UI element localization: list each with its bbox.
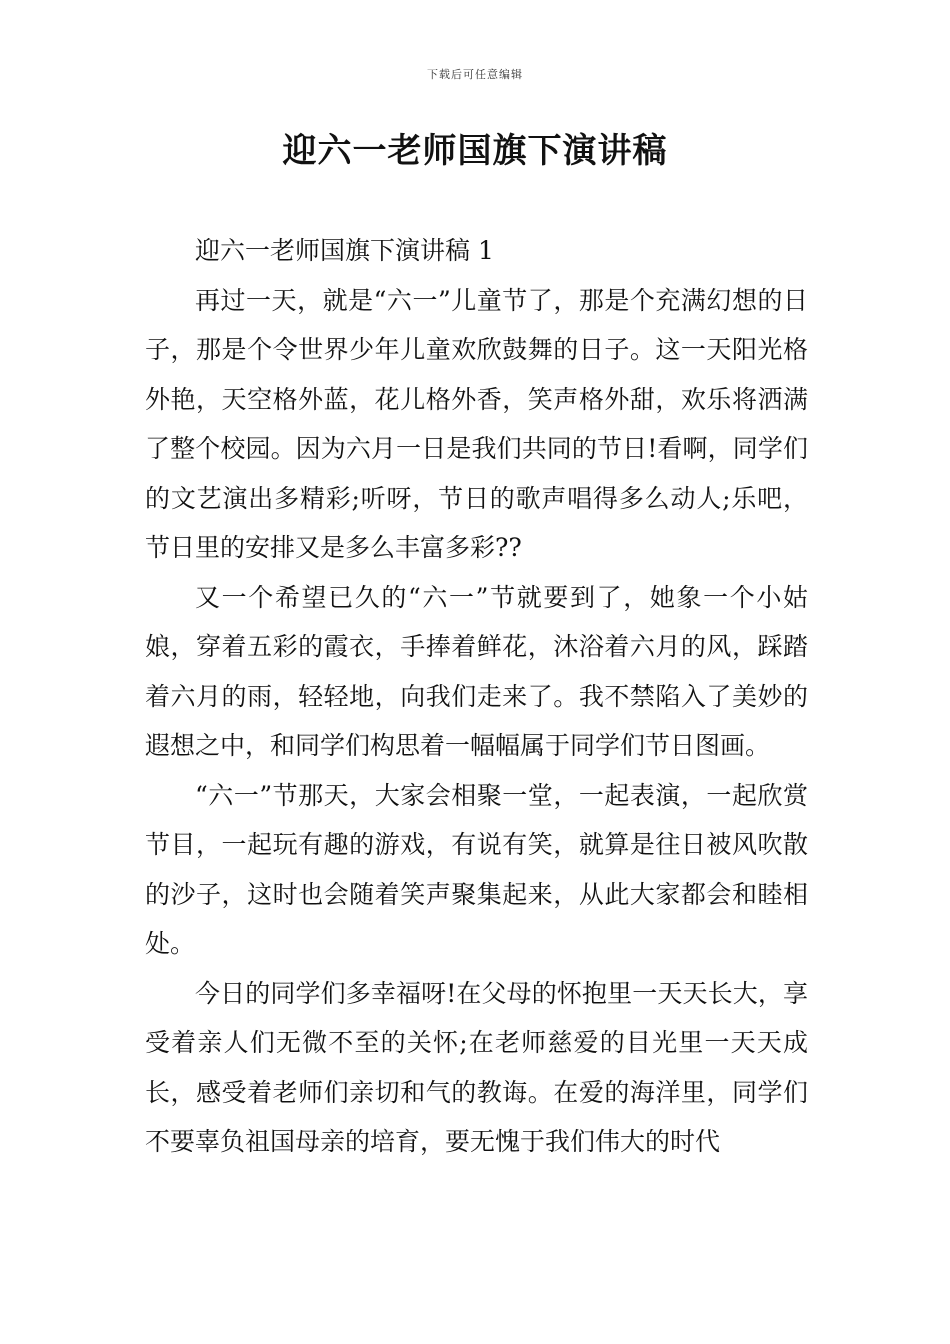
paragraph-3: “六一”节那天，大家会相聚一堂，一起表演，一起欣赏节目，一起玩有趣的游戏，有说有笑，就算是往日被风吹散的沙子，这时也会随着笑声聚集起来，从此大家都会和睦相处。	[145, 780, 808, 958]
paragraph-2: 又一个希望已久的“六一”节就要到了，她象一个小姑娘，穿着五彩的霞衣，手捧着鲜花，沐浴着六月的风，踩踏着六月的雨，轻轻地，向我们走来了。我不禁陷入了美妙的遐想之中，和同学们构思着一幅幅属于同学们节日图画。	[145, 582, 808, 760]
paragraph-4: 今日的同学们多幸福呀!在父母的怀抱里一天天长大，享受着亲人们无微不至的关怀;在老师慈爱的目光里一天天成长，感受着老师们亲切和气的教诲。在爱的海洋里，同学们不要辜负祖国母亲的培育，要无愧于我们伟大的时代	[145, 978, 808, 1156]
document-body	[145, 226, 808, 1167]
document-title: 迎六一老师国旗下演讲稿	[282, 131, 668, 171]
section-subtitle: 迎六一老师国旗下演讲稿 1	[195, 236, 494, 265]
paragraph-1: 再过一天，就是“六一”儿童节了，那是个充满幻想的日子，那是个令世界少年儿童欢欣鼓舞的日子。这一天阳光格外艳，天空格外蓝，花儿格外香，笑声格外甜，欢乐将洒满了整个校园。因为六月一日是我们共同的节日!看啊，同学们的文艺演出多精彩;听呀，节日的歌声唱得多么动人;乐吧，节日里的安排又是多么丰富多彩??	[145, 285, 808, 562]
header-note: 下载后可任意编辑	[427, 68, 523, 81]
